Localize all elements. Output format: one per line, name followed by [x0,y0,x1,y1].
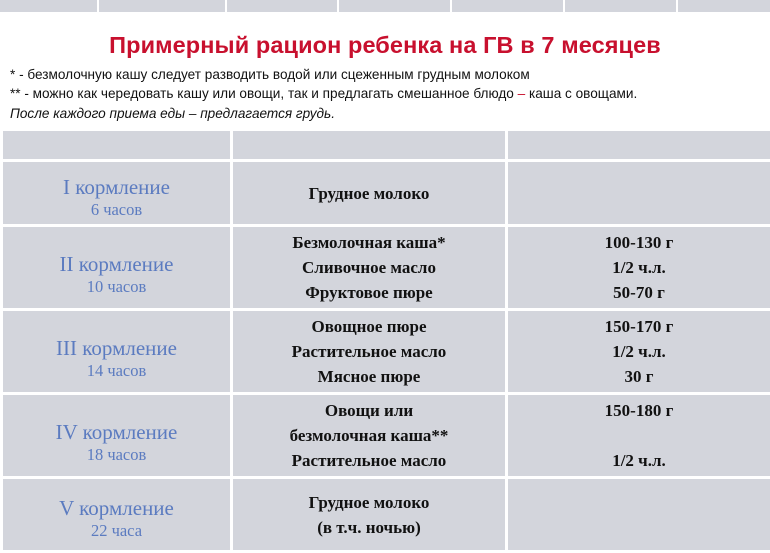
food-item: (в т.ч. ночью) [233,515,505,540]
feeding-time: 14 часов [3,361,230,380]
note-dash: – [518,86,526,101]
feeding-name: V кормление [3,496,230,521]
note-porridge-dilution: * - безмолочную кашу следует разводить водой или сцеженным грудным молоком [10,67,530,82]
table-row [2,310,770,394]
header-cell-food [232,130,507,161]
page-title: Примерный рацион ребенка на ГВ в 7 месяцев [0,32,770,59]
food-item: Грудное молоко [233,490,505,515]
table-row [2,226,770,310]
note-alternation-end: каша с овощами. [529,86,637,101]
food-item: Сливочное масло [233,255,505,280]
feeding-name: I кормление [3,175,230,200]
feeding-name: III кормление [3,336,230,361]
food-cell [232,226,507,310]
food-item: Растительное масло [233,448,505,473]
top-banner-strip [0,0,770,12]
amount-value: 50-70 г [508,280,770,305]
food-item: Фруктовое пюре [233,280,505,305]
amount-value: 100-130 г [508,230,770,255]
amount-cell [507,394,770,478]
amount-value: 150-170 г [508,314,770,339]
ration-table [0,128,770,553]
feeding-time: 18 часов [3,445,230,464]
food-item: Мясное пюре [233,364,505,389]
feeding-name: IV кормление [3,420,230,445]
header-cell-amount [507,130,770,161]
food-cell [232,394,507,478]
food-item: Овощи или [233,398,505,423]
food-item: Овощное пюре [233,314,505,339]
food-cell [232,478,507,552]
note-alternation-text: ** - можно как чередовать кашу или овощи, так и предлагать смешанное блюдо [10,86,514,101]
feeding-cell [2,310,232,394]
feeding-time: 10 часов [3,277,230,296]
feeding-name: II кормление [3,252,230,277]
table-row [2,161,770,226]
header-cell-feeding [2,130,232,161]
amount-value: 1/2 ч.л. [508,255,770,280]
feeding-time: 6 часов [3,200,230,219]
amount-cell [507,161,770,226]
food-item: Грудное молоко [233,181,505,206]
feeding-cell [2,226,232,310]
feeding-cell [2,394,232,478]
food-cell [232,161,507,226]
feeding-cell [2,478,232,552]
amount-value: 1/2 ч.л. [508,339,770,364]
amount-cell [507,310,770,394]
amount-cell [507,478,770,552]
table-row [2,478,770,552]
food-item: безмолочная каша** [233,423,505,448]
amount-value: 150-180 г [508,398,770,423]
food-item: Растительное масло [233,339,505,364]
feeding-cell [2,161,232,226]
amount-value: 1/2 ч.л. [508,448,770,473]
note-alternation [10,86,637,101]
food-item: Безмолочная каша* [233,230,505,255]
food-cell [232,310,507,394]
feeding-time: 22 часа [3,521,230,540]
table-header-row [2,130,770,161]
note-breast-after-meal: После каждого приема еды – предлагается грудь. [10,106,335,121]
amount-value: 30 г [508,364,770,389]
amount-cell [507,226,770,310]
table-row [2,394,770,478]
